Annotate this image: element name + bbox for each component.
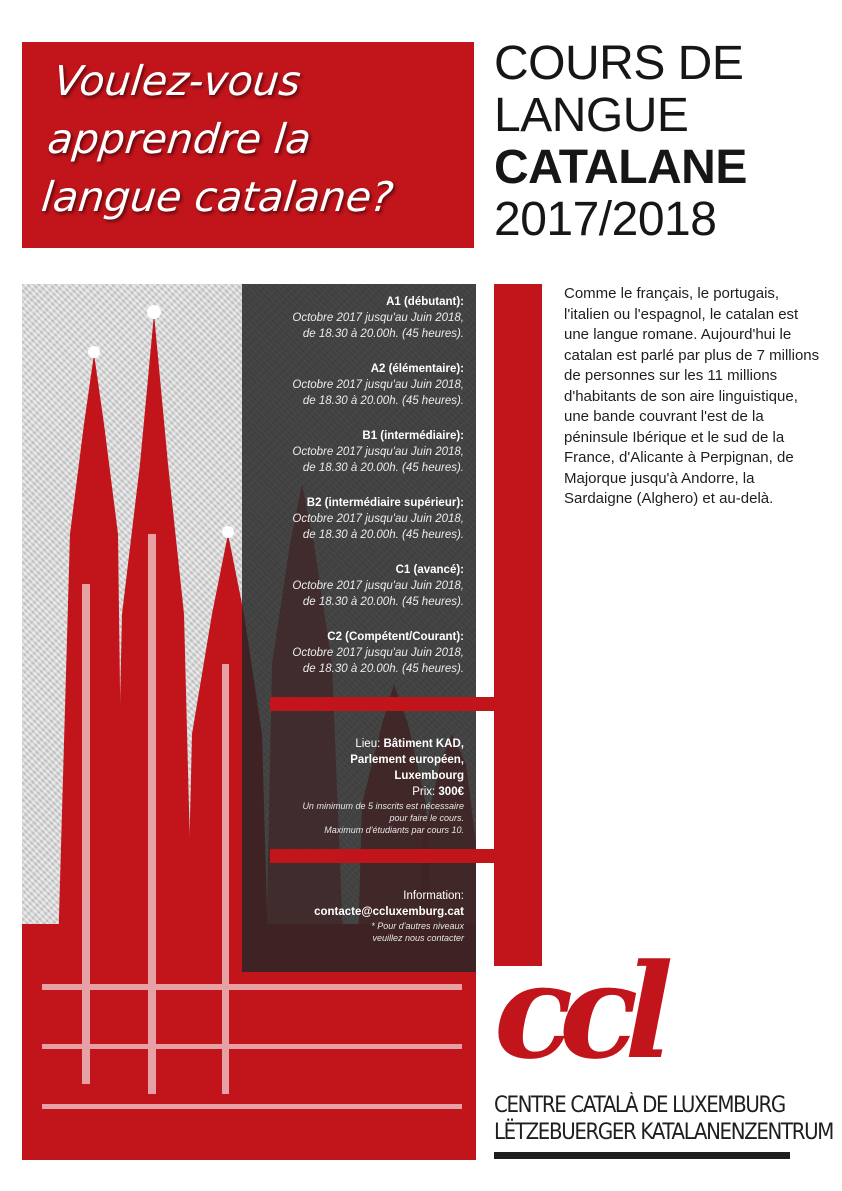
venue-label: Lieu: bbox=[355, 738, 381, 750]
contact-info bbox=[244, 888, 464, 944]
title-line-2: LANGUE bbox=[494, 89, 689, 142]
description-text: Comme le français, le portugais, l'italien ou l'espagnol, le catalan est une langue romane. Aujourd'hui le catalan est parlé par plus de 7 millions de personnes sur les 11 millions d'habitants de son aire linguistique, une bande couvrant l'est de la péninsule Ibérique et le sud de la France, d'Alicante à Perpignan, de Majorque jusqu'à Andorre, la Sardaigne (Alghero) et au-delà. bbox=[564, 285, 820, 507]
level-name: B1 (intermédiaire): bbox=[362, 430, 464, 442]
level-hours: de 18.30 à 20.00h. (45 heures). bbox=[302, 663, 464, 675]
ccl-logo bbox=[490, 945, 810, 1075]
level-name: C1 (avancé): bbox=[395, 564, 464, 576]
venue-note-2: pour faire le cours. bbox=[389, 813, 464, 823]
level-dates: Octobre 2017 jusqu'au Juin 2018, bbox=[292, 312, 464, 324]
level-name: C2 (Compétent/Courant): bbox=[327, 631, 464, 643]
venue-line-2: Parlement européen, bbox=[350, 754, 464, 766]
level-dates: Octobre 2017 jusqu'au Juin 2018, bbox=[292, 580, 464, 592]
level-hours: de 18.30 à 20.00h. (45 heures). bbox=[302, 462, 464, 474]
price-label: Prix: bbox=[412, 786, 436, 798]
title-line-3: CATALANE bbox=[494, 141, 747, 194]
contact-note-1: * Pour d'autres niveaux bbox=[371, 921, 464, 931]
venue-note-1: Un minimum de 5 inscrits est nécessaire bbox=[302, 801, 464, 811]
organization-name-line-2: LËTZEBUERGER KATALANENZENTRUM bbox=[494, 1120, 834, 1145]
red-divider-2 bbox=[270, 849, 494, 863]
level-dates: Octobre 2017 jusqu'au Juin 2018, bbox=[292, 379, 464, 391]
title-line-4: 2017/2018 bbox=[494, 193, 717, 246]
venue-note-3: Maximum d'étudiants par cours 10. bbox=[324, 825, 464, 835]
level-hours: de 18.30 à 20.00h. (45 heures). bbox=[302, 328, 464, 340]
contact-email[interactable]: contacte@ccluxemburg.cat bbox=[314, 906, 464, 918]
red-vertical-bar bbox=[494, 284, 542, 966]
contact-note-2: veuillez nous contacter bbox=[372, 933, 464, 943]
level-hours: de 18.30 à 20.00h. (45 heures). bbox=[302, 395, 464, 407]
level-name: B2 (intermédiaire supérieur): bbox=[306, 497, 464, 509]
level-c1 bbox=[238, 562, 464, 610]
venue-line-3: Luxembourg bbox=[394, 770, 464, 782]
venue-info bbox=[244, 736, 464, 836]
course-title bbox=[494, 38, 824, 246]
red-divider-1 bbox=[270, 697, 494, 711]
level-name: A2 (élémentaire): bbox=[370, 363, 464, 375]
level-a2 bbox=[238, 361, 464, 409]
level-b2 bbox=[238, 495, 464, 543]
venue-line-1: Bâtiment KAD, bbox=[383, 738, 464, 750]
contact-label: Information: bbox=[403, 890, 464, 902]
level-hours: de 18.30 à 20.00h. (45 heures). bbox=[302, 529, 464, 541]
organization-name bbox=[494, 1092, 834, 1146]
title-line-1: COURS DE bbox=[494, 37, 744, 90]
level-b1 bbox=[238, 428, 464, 476]
level-dates: Octobre 2017 jusqu'au Juin 2018, bbox=[292, 446, 464, 458]
slogan-line-3: langue catalane? bbox=[39, 173, 396, 221]
organization-rule bbox=[494, 1152, 790, 1159]
slogan-text bbox=[39, 52, 408, 226]
level-dates: Octobre 2017 jusqu'au Juin 2018, bbox=[292, 647, 464, 659]
level-hours: de 18.30 à 20.00h. (45 heures). bbox=[302, 596, 464, 608]
slogan-banner bbox=[22, 42, 474, 248]
level-name: A1 (débutant): bbox=[386, 296, 464, 308]
schedule-panel bbox=[242, 284, 476, 972]
organization-name-line-1: CENTRE CATALÀ DE LUXEMBURG bbox=[494, 1093, 785, 1118]
level-dates: Octobre 2017 jusqu'au Juin 2018, bbox=[292, 513, 464, 525]
ccl-logo-text: ccl bbox=[494, 945, 660, 1075]
slogan-line-2: apprendre la bbox=[45, 115, 314, 163]
level-a1 bbox=[238, 294, 464, 342]
level-c2 bbox=[238, 629, 464, 677]
slogan-line-1: Voulez-vous bbox=[51, 57, 303, 105]
price-value: 300€ bbox=[438, 786, 464, 798]
